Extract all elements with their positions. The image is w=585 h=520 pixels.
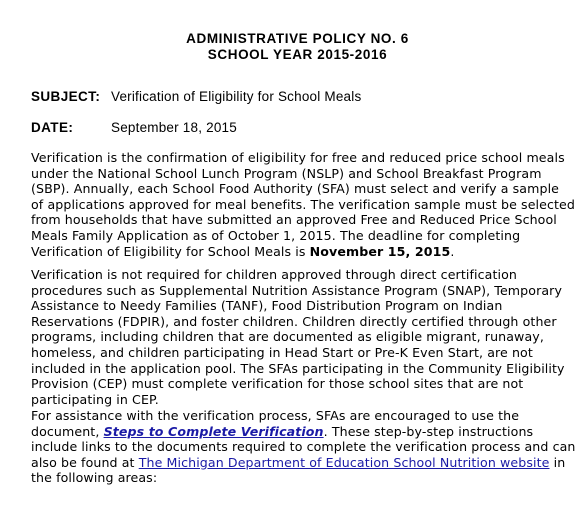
paragraph-line: Verification is not required for children approved through direct certification: [31, 267, 517, 282]
deadline-suffix: .: [450, 243, 455, 259]
paragraph-line: procedures such as Supplemental Nutrition Assistance Program (SNAP), Temporary: [31, 282, 563, 298]
subject-value: Verification of Eligibility for School Meals: [111, 89, 362, 104]
paragraph-line: Verification is the confirmation of eligibility for free and reduced price school meals: [31, 150, 565, 165]
paragraph-line: homeless, and children participating in Head Start or Pre-K Even Start, are not: [31, 344, 533, 360]
paragraph-line: [31, 424, 571, 440]
web-link-prefix: also be found at: [31, 454, 139, 470]
paragraph-line: Provision (CEP) must complete verification for those school sites that are not: [31, 376, 524, 392]
doc-link-prefix: document,: [31, 423, 104, 439]
paragraph-line: of applications approved for meal benefits. The verification sample must be selected: [31, 196, 576, 212]
school-year-title: SCHOOL YEAR 2015-2016: [207, 47, 388, 62]
paragraph-line: Assistance to Needy Families (TANF), Food Distribution Program on Indian: [31, 298, 503, 314]
doc-link-suffix: . These step-by-step instructions: [323, 423, 534, 439]
paragraph-line: participating in CEP.: [31, 391, 159, 407]
paragraph-line: include links to the documents required to complete the verification process and can: [31, 439, 576, 455]
paragraph-line: [31, 455, 571, 471]
paragraph-exemptions: [31, 267, 571, 407]
mde-school-nutrition-website-link[interactable]: The Michigan Department of Education School Nutrition website: [138, 454, 550, 470]
paragraph-line: [31, 244, 571, 260]
paragraph-verification-definition: [31, 150, 576, 259]
paragraph-line: under the National School Lunch Program (NSLP) and School Breakfast Program: [31, 165, 542, 181]
date-label: DATE:: [31, 120, 74, 135]
paragraph-line: Reservations (FDPIR), and foster children. Children directly certified through other: [31, 313, 557, 329]
deadline-prefix: Verification of Eligibility for School Meals is: [31, 243, 310, 259]
document-header: [0, 31, 585, 63]
paragraph-line: Meals Family Application as of October 1, 2015. The deadline for completing: [31, 227, 521, 243]
paragraph-line: the following areas:: [31, 470, 158, 486]
subject-label: SUBJECT:: [31, 89, 101, 104]
web-link-suffix: in: [549, 454, 566, 470]
deadline-date: November 15, 2015: [309, 243, 451, 259]
steps-to-complete-verification-link[interactable]: Steps to Complete Verification: [103, 423, 324, 439]
date-value: September 18, 2015: [111, 120, 237, 135]
paragraph-line: from households that have submitted an approved Free and Reduced Price School: [31, 212, 557, 228]
paragraph-line: (SBP). Annually, each School Food Authority (SFA) must select and verify a sample: [31, 181, 560, 197]
paragraph-line: programs, including children that are documented as eligible migrant, runaway,: [31, 329, 544, 345]
paragraph-assistance: [31, 408, 576, 486]
paragraph-line: included in the application pool. The SFAs participating in the Community Eligibility: [31, 360, 565, 376]
policy-title: ADMINISTRATIVE POLICY NO. 6: [186, 31, 409, 46]
paragraph-line: For assistance with the verification process, SFAs are encouraged to use the: [31, 408, 520, 423]
